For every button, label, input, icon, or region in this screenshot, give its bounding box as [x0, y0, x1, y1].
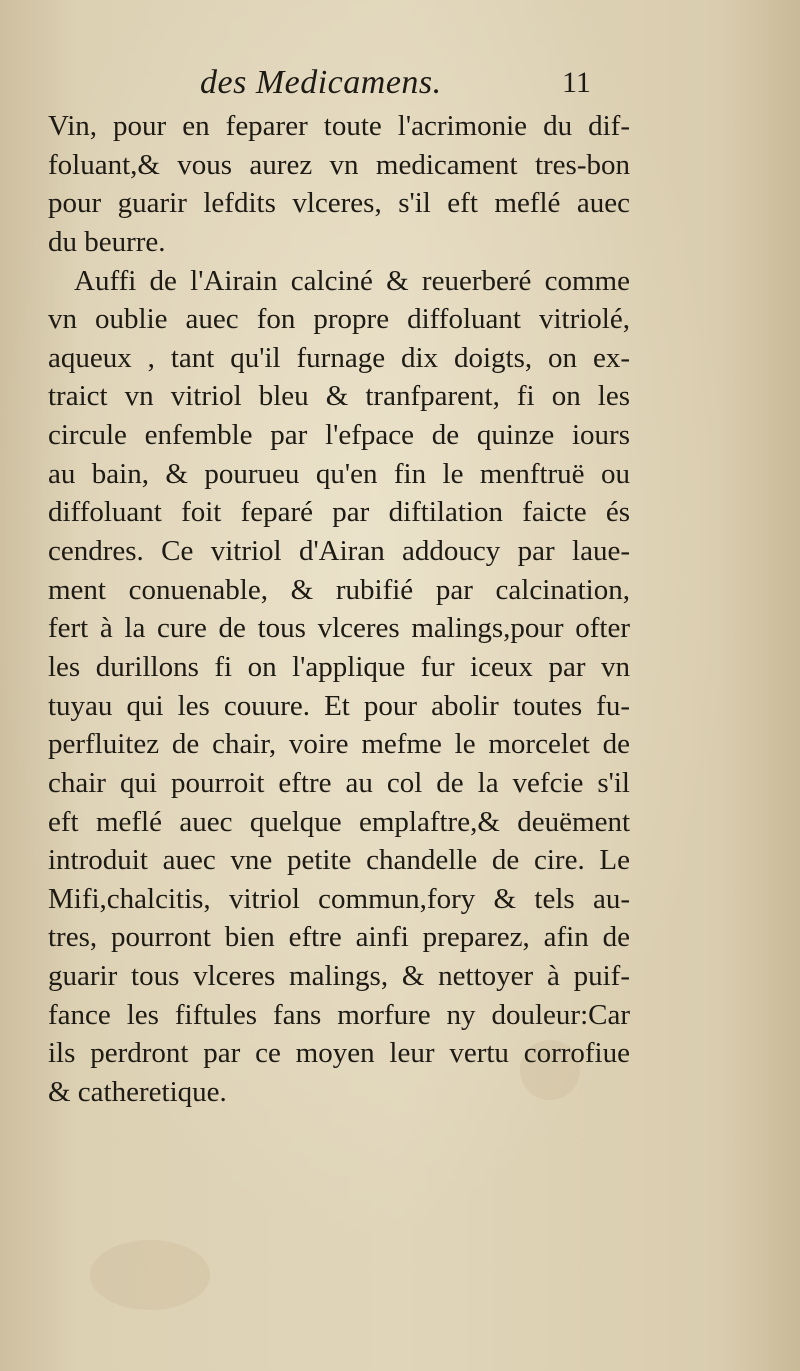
text-line: circule enfemble par l'efpace de quinze iours [48, 419, 630, 452]
text-line: du beurre. [48, 225, 166, 258]
text-line: aqueux , tant qu'il furnage dix doigts, on ex- [48, 341, 630, 374]
text-line: & catheretique. [48, 1076, 227, 1109]
text-line: traict vn vitriol bleu & tranfparent, fi on les [48, 380, 630, 413]
running-title: des Medicamens. [200, 64, 442, 101]
text-line: Mifi,chalcitis, vitriol commun,fory & tels au- [48, 882, 630, 915]
text-line: diffoluant foit feparé par diftilation faicte és [48, 496, 630, 529]
text-line: cendres. Ce vitriol d'Airan addoucy par laue- [48, 535, 630, 568]
page-number: 11 [562, 66, 591, 99]
text-line: au bain, & pourueu qu'en fin le menftruë ou [48, 457, 630, 490]
text-line: Vin, pour en feparer toute l'acrimonie du dif- [48, 110, 630, 142]
text-line: chair qui pourroit eftre au col de la vefcie s'il [48, 766, 630, 799]
text-line: perfluitez de chair, voire mefme le morcelet de [48, 728, 630, 761]
text-line: ils perdront par ce moyen leur vertu corrofiue [48, 1037, 630, 1070]
text-line: ment conuenable, & rubifié par calcination, [48, 573, 630, 606]
paper-stain [90, 1240, 210, 1310]
body-text [48, 107, 630, 1112]
page-header [0, 58, 800, 108]
text-line: pour guarir lefdits vlceres, s'il eft meflé auec [48, 187, 630, 220]
text-line: vn oublie auec fon propre diffoluant vitriolé, [48, 303, 630, 336]
text-line: les durillons fi on l'applique fur iceux par vn [48, 650, 630, 683]
text-line: introduit auec vne petite chandelle de cire. Le [48, 844, 630, 877]
text-line: fance les fiftules fans morfure ny douleur:Car [48, 998, 630, 1031]
text-line: foluant,& vous aurez vn medicament tres-bon [48, 148, 630, 181]
text-line: eft meflé auec quelque emplaftre,& deuëment [48, 805, 630, 838]
text-line: guarir tous vlceres malings, & nettoyer à puif- [48, 960, 630, 993]
text-line: fert à la cure de tous vlceres malings,pour ofter [48, 612, 630, 645]
text-line: Auffi de l'Airain calciné & reuerberé comme [74, 264, 630, 297]
text-line: tres, pourront bien eftre ainfi preparez, afin de [48, 921, 630, 954]
text-line: tuyau qui les couure. Et pour abolir toutes fu- [48, 689, 630, 722]
